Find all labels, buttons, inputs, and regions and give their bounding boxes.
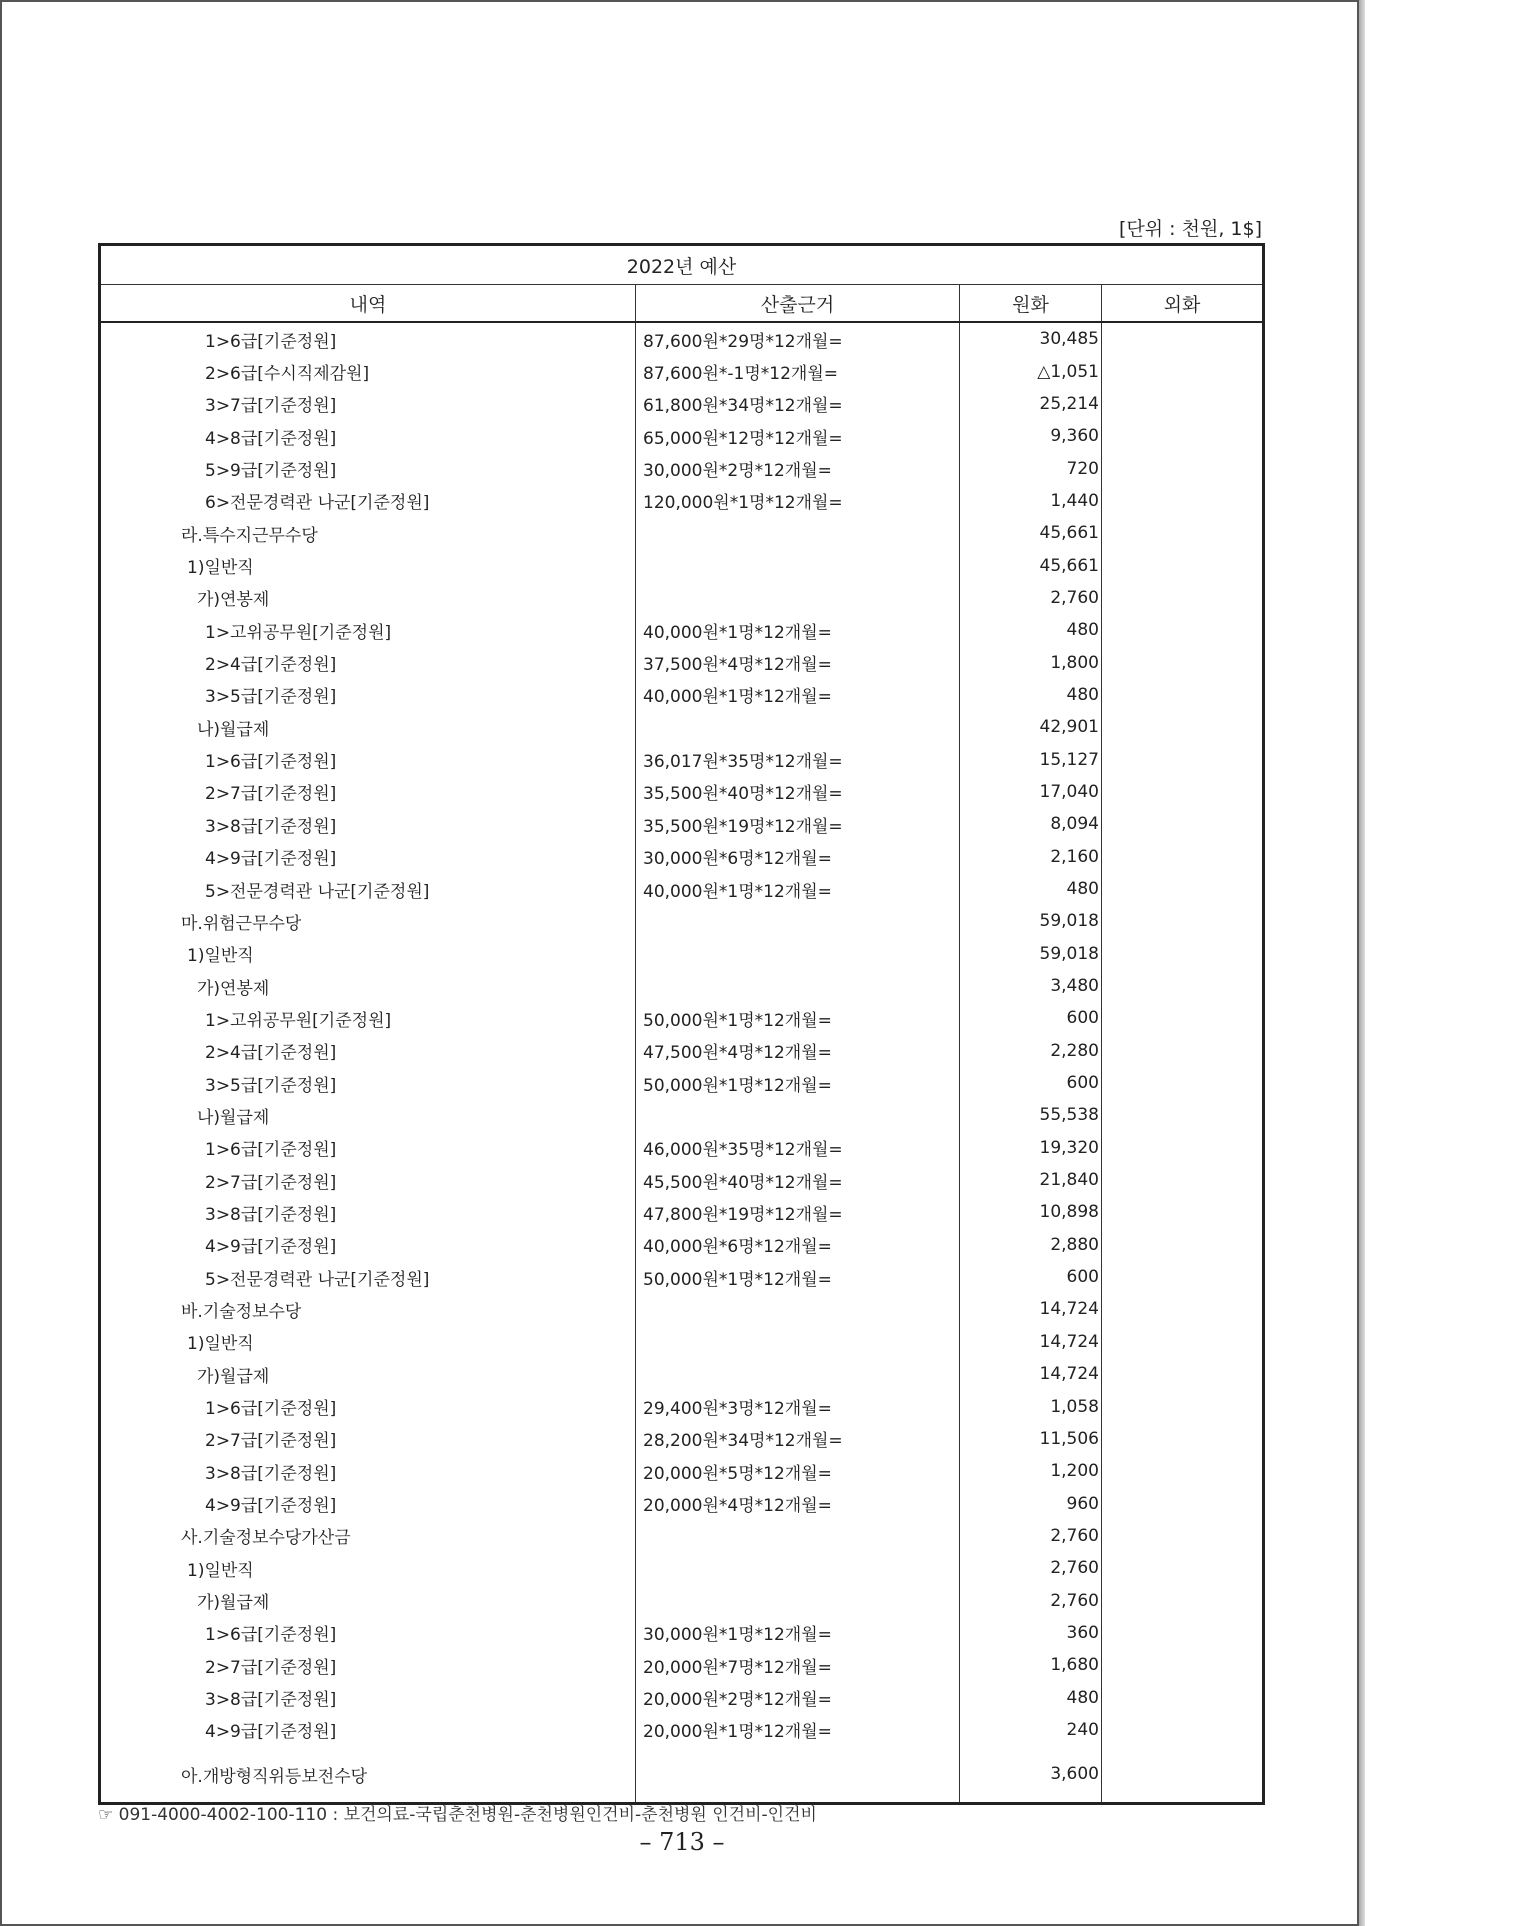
- row-foreign: [1102, 322, 1264, 355]
- row-krw: 2,160: [960, 841, 1102, 873]
- table-row: [100, 1358, 1264, 1390]
- row-basis: 37,500원*4명*12개월=: [636, 646, 960, 678]
- row-basis: 20,000원*2명*12개월=: [636, 1681, 960, 1713]
- table-row: [100, 970, 1264, 1002]
- row-basis: [636, 905, 960, 937]
- row-basis: [636, 549, 960, 581]
- row-krw: 21,840: [960, 1164, 1102, 1196]
- budget-table: [98, 243, 1265, 1805]
- row-foreign: [1102, 1099, 1264, 1131]
- table-row: [100, 1099, 1264, 1131]
- row-item: 가)연봉제: [100, 970, 636, 1002]
- table-row: [100, 549, 1264, 581]
- table-row: [100, 517, 1264, 549]
- table-row: [100, 388, 1264, 420]
- row-basis: 120,000원*1명*12개월=: [636, 485, 960, 517]
- row-krw: 2,760: [960, 1520, 1102, 1552]
- row-basis: 30,000원*6명*12개월=: [636, 841, 960, 873]
- row-foreign: [1102, 452, 1264, 484]
- table-row: [100, 1326, 1264, 1358]
- row-foreign: [1102, 646, 1264, 678]
- row-krw: 360: [960, 1617, 1102, 1649]
- row-krw: 15,127: [960, 743, 1102, 775]
- row-foreign: [1102, 1164, 1264, 1196]
- row-item: 사.기술정보수당가산금: [100, 1520, 636, 1552]
- table-row: [100, 582, 1264, 614]
- row-foreign: [1102, 711, 1264, 743]
- row-basis: 45,500원*40명*12개월=: [636, 1164, 960, 1196]
- row-krw: 2,760: [960, 1584, 1102, 1616]
- row-item: 2>6급[수시직제감원]: [100, 355, 636, 387]
- row-basis: 20,000원*1명*12개월=: [636, 1714, 960, 1746]
- row-krw: 2,760: [960, 1552, 1102, 1584]
- table-row: [100, 1132, 1264, 1164]
- row-basis: 47,800원*19명*12개월=: [636, 1196, 960, 1228]
- row-basis: [636, 1746, 960, 1804]
- table-row: [100, 776, 1264, 808]
- table-row: [100, 1067, 1264, 1099]
- row-foreign: [1102, 1132, 1264, 1164]
- row-foreign: [1102, 970, 1264, 1002]
- row-item: 바.기술정보수당: [100, 1293, 636, 1325]
- row-basis: [636, 938, 960, 970]
- row-basis: 20,000원*4명*12개월=: [636, 1487, 960, 1519]
- row-krw: 1,440: [960, 485, 1102, 517]
- row-foreign: [1102, 1552, 1264, 1584]
- row-krw: 25,214: [960, 388, 1102, 420]
- table-row: [100, 1196, 1264, 1228]
- row-item: 3>8급[기준정원]: [100, 808, 636, 840]
- row-krw: 480: [960, 679, 1102, 711]
- table-row: [100, 485, 1264, 517]
- row-basis: [636, 711, 960, 743]
- row-krw: 480: [960, 873, 1102, 905]
- row-basis: 50,000원*1명*12개월=: [636, 1261, 960, 1293]
- row-foreign: [1102, 1261, 1264, 1293]
- header-basis: 산출근거: [636, 285, 960, 323]
- row-item: 1)일반직: [100, 938, 636, 970]
- row-item: 5>전문경력관 나군[기준정원]: [100, 1261, 636, 1293]
- row-krw: 2,880: [960, 1229, 1102, 1261]
- row-basis: 28,200원*34명*12개월=: [636, 1423, 960, 1455]
- row-item: 2>4급[기준정원]: [100, 646, 636, 678]
- row-basis: 87,600원*29명*12개월=: [636, 322, 960, 355]
- row-basis: 30,000원*1명*12개월=: [636, 1617, 960, 1649]
- row-krw: 14,724: [960, 1326, 1102, 1358]
- row-foreign: [1102, 1293, 1264, 1325]
- row-krw: 600: [960, 1261, 1102, 1293]
- row-basis: [636, 970, 960, 1002]
- row-basis: 36,017원*35명*12개월=: [636, 743, 960, 775]
- table-row: [100, 322, 1264, 355]
- table-row: [100, 808, 1264, 840]
- table-row: [100, 938, 1264, 970]
- row-item: 1>6급[기준정원]: [100, 1390, 636, 1422]
- row-krw: 240: [960, 1714, 1102, 1746]
- row-item: 4>9급[기준정원]: [100, 841, 636, 873]
- header-krw: 원화: [960, 285, 1102, 323]
- row-item: 가)월급제: [100, 1358, 636, 1390]
- row-item: 4>8급[기준정원]: [100, 420, 636, 452]
- table-row: [100, 679, 1264, 711]
- row-basis: 20,000원*7명*12개월=: [636, 1649, 960, 1681]
- row-basis: [636, 1358, 960, 1390]
- row-basis: 35,500원*19명*12개월=: [636, 808, 960, 840]
- row-item: 1>고위공무원[기준정원]: [100, 614, 636, 646]
- header-item: 내역: [100, 285, 636, 323]
- row-foreign: [1102, 1746, 1264, 1804]
- row-krw: 1,680: [960, 1649, 1102, 1681]
- row-foreign: [1102, 1584, 1264, 1616]
- row-krw: 480: [960, 614, 1102, 646]
- row-krw: 10,898: [960, 1196, 1102, 1228]
- row-krw: 19,320: [960, 1132, 1102, 1164]
- row-item: 1>6급[기준정원]: [100, 1132, 636, 1164]
- row-item: 1)일반직: [100, 1326, 636, 1358]
- row-foreign: [1102, 1229, 1264, 1261]
- row-foreign: [1102, 679, 1264, 711]
- row-foreign: [1102, 776, 1264, 808]
- row-basis: 47,500원*4명*12개월=: [636, 1035, 960, 1067]
- row-item: 3>7급[기준정원]: [100, 388, 636, 420]
- row-foreign: [1102, 1002, 1264, 1034]
- row-krw: 3,480: [960, 970, 1102, 1002]
- table-row: [100, 1746, 1264, 1804]
- row-item: 3>5급[기준정원]: [100, 679, 636, 711]
- row-item: 가)연봉제: [100, 582, 636, 614]
- row-krw: 14,724: [960, 1293, 1102, 1325]
- table-row: [100, 1649, 1264, 1681]
- row-krw: 8,094: [960, 808, 1102, 840]
- row-foreign: [1102, 614, 1264, 646]
- row-item: 2>4급[기준정원]: [100, 1035, 636, 1067]
- row-krw: 45,661: [960, 549, 1102, 581]
- row-item: 3>5급[기준정원]: [100, 1067, 636, 1099]
- row-item: 1>6급[기준정원]: [100, 322, 636, 355]
- row-item: 2>7급[기준정원]: [100, 776, 636, 808]
- row-basis: 65,000원*12명*12개월=: [636, 420, 960, 452]
- row-foreign: [1102, 1617, 1264, 1649]
- row-item: 3>8급[기준정원]: [100, 1196, 636, 1228]
- row-foreign: [1102, 1196, 1264, 1228]
- row-krw: 480: [960, 1681, 1102, 1713]
- row-basis: [636, 1552, 960, 1584]
- table-row: [100, 646, 1264, 678]
- row-krw: 1,058: [960, 1390, 1102, 1422]
- row-basis: 46,000원*35명*12개월=: [636, 1132, 960, 1164]
- row-basis: [636, 1584, 960, 1616]
- header-foreign: 외화: [1102, 285, 1264, 323]
- row-basis: 40,000원*1명*12개월=: [636, 679, 960, 711]
- row-basis: [636, 1326, 960, 1358]
- row-foreign: [1102, 873, 1264, 905]
- row-item: 2>7급[기준정원]: [100, 1164, 636, 1196]
- row-foreign: [1102, 549, 1264, 581]
- row-foreign: [1102, 420, 1264, 452]
- row-item: 아.개방형직위등보전수당: [100, 1746, 636, 1804]
- row-item: 4>9급[기준정원]: [100, 1487, 636, 1519]
- row-basis: 20,000원*5명*12개월=: [636, 1455, 960, 1487]
- row-item: 나)월급제: [100, 1099, 636, 1131]
- table-body: [100, 322, 1264, 1804]
- table-row: [100, 1229, 1264, 1261]
- row-basis: [636, 1099, 960, 1131]
- row-basis: [636, 582, 960, 614]
- row-basis: 40,000원*1명*12개월=: [636, 873, 960, 905]
- page-number: – 713 –: [639, 1828, 725, 1856]
- row-krw: △1,051: [960, 355, 1102, 387]
- row-krw: 2,280: [960, 1035, 1102, 1067]
- table-row: [100, 355, 1264, 387]
- row-krw: 11,506: [960, 1423, 1102, 1455]
- row-foreign: [1102, 743, 1264, 775]
- row-item: 2>7급[기준정원]: [100, 1423, 636, 1455]
- row-krw: 600: [960, 1002, 1102, 1034]
- row-item: 1>6급[기준정원]: [100, 743, 636, 775]
- row-foreign: [1102, 905, 1264, 937]
- row-krw: 720: [960, 452, 1102, 484]
- table-row: [100, 1584, 1264, 1616]
- table-row: [100, 614, 1264, 646]
- row-foreign: [1102, 1035, 1264, 1067]
- row-foreign: [1102, 1487, 1264, 1519]
- row-basis: 50,000원*1명*12개월=: [636, 1067, 960, 1099]
- row-basis: 29,400원*3명*12개월=: [636, 1390, 960, 1422]
- row-krw: 960: [960, 1487, 1102, 1519]
- row-basis: 50,000원*1명*12개월=: [636, 1002, 960, 1034]
- table-row: [100, 905, 1264, 937]
- row-item: 1>6급[기준정원]: [100, 1617, 636, 1649]
- row-basis: 30,000원*2명*12개월=: [636, 452, 960, 484]
- row-foreign: [1102, 485, 1264, 517]
- row-foreign: [1102, 1067, 1264, 1099]
- row-foreign: [1102, 841, 1264, 873]
- row-item: 5>9급[기준정원]: [100, 452, 636, 484]
- row-foreign: [1102, 1520, 1264, 1552]
- row-basis: [636, 1520, 960, 1552]
- row-foreign: [1102, 938, 1264, 970]
- table-row: [100, 873, 1264, 905]
- row-foreign: [1102, 355, 1264, 387]
- row-basis: 40,000원*1명*12개월=: [636, 614, 960, 646]
- table-row: [100, 711, 1264, 743]
- row-basis: [636, 517, 960, 549]
- row-foreign: [1102, 1423, 1264, 1455]
- row-item: 5>전문경력관 나군[기준정원]: [100, 873, 636, 905]
- row-basis: 61,800원*34명*12개월=: [636, 388, 960, 420]
- row-foreign: [1102, 1714, 1264, 1746]
- table-row: [100, 1617, 1264, 1649]
- table-row: [100, 1293, 1264, 1325]
- row-item: 1)일반직: [100, 549, 636, 581]
- row-foreign: [1102, 1649, 1264, 1681]
- table-row: [100, 1261, 1264, 1293]
- table-row: [100, 1681, 1264, 1713]
- row-foreign: [1102, 1390, 1264, 1422]
- row-basis: 35,500원*40명*12개월=: [636, 776, 960, 808]
- row-basis: 40,000원*6명*12개월=: [636, 1229, 960, 1261]
- row-basis: 87,600원*-1명*12개월=: [636, 355, 960, 387]
- row-basis: [636, 1293, 960, 1325]
- row-krw: 59,018: [960, 905, 1102, 937]
- row-krw: 42,901: [960, 711, 1102, 743]
- row-item: 라.특수지근무수당: [100, 517, 636, 549]
- table-row: [100, 841, 1264, 873]
- row-item: 가)월급제: [100, 1584, 636, 1616]
- row-item: 2>7급[기준정원]: [100, 1649, 636, 1681]
- row-foreign: [1102, 582, 1264, 614]
- table-row: [100, 452, 1264, 484]
- row-krw: 14,724: [960, 1358, 1102, 1390]
- row-krw: 55,538: [960, 1099, 1102, 1131]
- table-row: [100, 1714, 1264, 1746]
- row-item: 4>9급[기준정원]: [100, 1229, 636, 1261]
- row-krw: 600: [960, 1067, 1102, 1099]
- row-foreign: [1102, 517, 1264, 549]
- table-row: [100, 1390, 1264, 1422]
- row-krw: 1,200: [960, 1455, 1102, 1487]
- row-foreign: [1102, 808, 1264, 840]
- page-edge: [1357, 0, 1365, 1926]
- row-item: 6>전문경력관 나군[기준정원]: [100, 485, 636, 517]
- row-item: 3>8급[기준정원]: [100, 1681, 636, 1713]
- table-row: [100, 1455, 1264, 1487]
- row-item: 1>고위공무원[기준정원]: [100, 1002, 636, 1034]
- row-item: 나)월급제: [100, 711, 636, 743]
- row-item: 마.위험근무수당: [100, 905, 636, 937]
- row-item: 3>8급[기준정원]: [100, 1455, 636, 1487]
- row-foreign: [1102, 388, 1264, 420]
- row-foreign: [1102, 1681, 1264, 1713]
- row-foreign: [1102, 1326, 1264, 1358]
- table-row: [100, 743, 1264, 775]
- row-krw: 3,600: [960, 1746, 1102, 1804]
- row-krw: 2,760: [960, 582, 1102, 614]
- table-row: [100, 1164, 1264, 1196]
- year-header: 2022년 예산: [100, 245, 1264, 285]
- row-krw: 1,800: [960, 646, 1102, 678]
- row-krw: 9,360: [960, 420, 1102, 452]
- row-item: 1)일반직: [100, 1552, 636, 1584]
- table-row: [100, 1552, 1264, 1584]
- table-row: [100, 1002, 1264, 1034]
- row-krw: 45,661: [960, 517, 1102, 549]
- table-row: [100, 1035, 1264, 1067]
- row-foreign: [1102, 1455, 1264, 1487]
- table-row: [100, 1423, 1264, 1455]
- footnote: ☞ 091-4000-4002-100-110 : 보건의료-국립춘천병원-춘천병원인건비-춘천병원 인건비-인건비: [98, 1805, 817, 1825]
- row-krw: 30,485: [960, 322, 1102, 355]
- row-item: 4>9급[기준정원]: [100, 1714, 636, 1746]
- table-row: [100, 420, 1264, 452]
- row-foreign: [1102, 1358, 1264, 1390]
- table-row: [100, 1520, 1264, 1552]
- unit-label: [단위 : 천원, 1$]: [1119, 218, 1262, 240]
- table-row: [100, 1487, 1264, 1519]
- row-krw: 17,040: [960, 776, 1102, 808]
- row-krw: 59,018: [960, 938, 1102, 970]
